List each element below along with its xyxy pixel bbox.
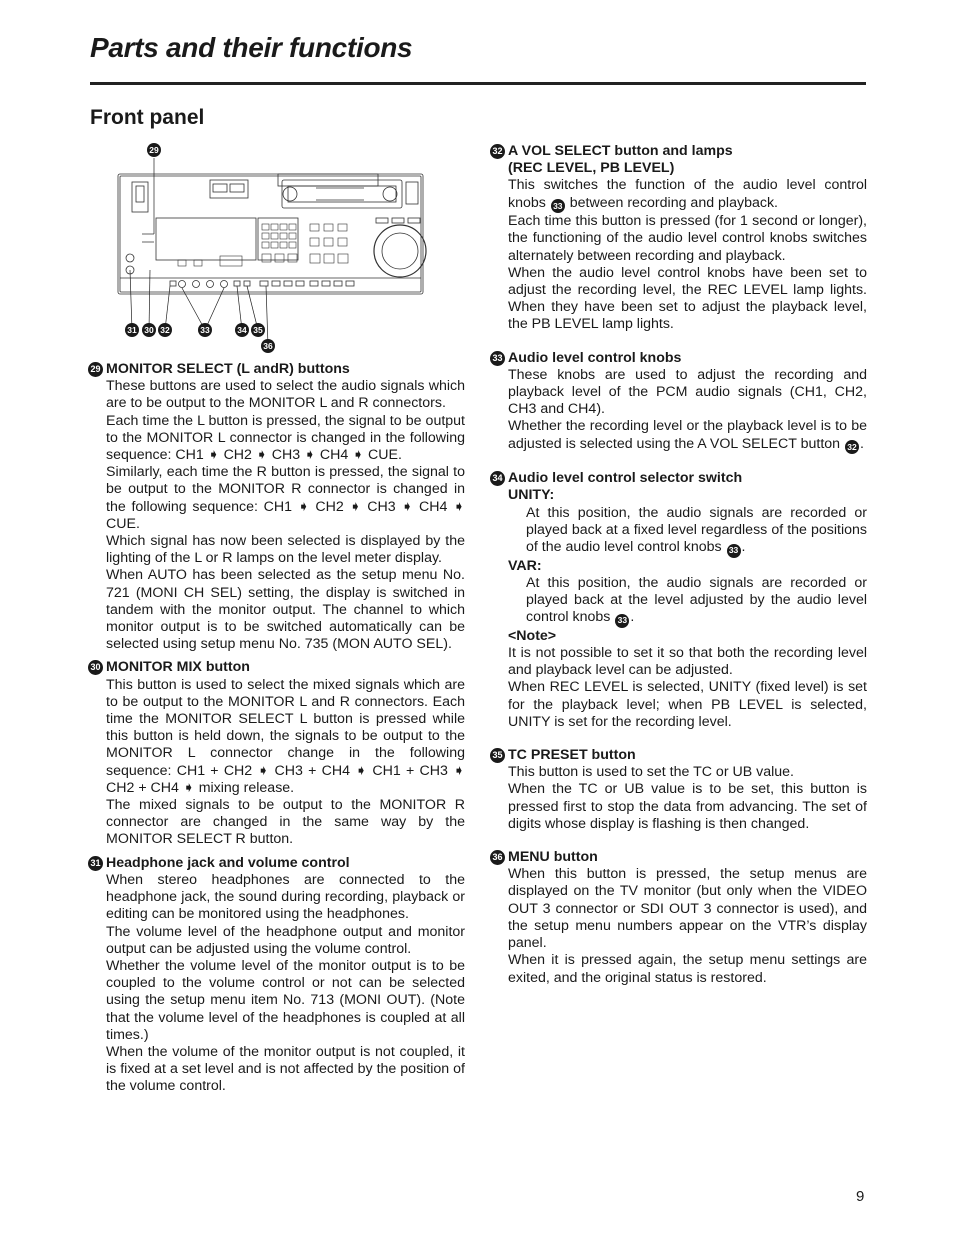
text-run: .: [859, 435, 864, 452]
item-title-line2: (REC LEVEL, PB LEVEL): [508, 160, 675, 177]
item-title: Audio level control selector switch: [508, 470, 743, 487]
item-paragraph: This button is used to set the TC or UB value.: [508, 764, 794, 781]
item-monitor-mix: [88, 659, 465, 848]
item-title: MONITOR MIX button: [106, 659, 250, 676]
display-panel: [156, 218, 256, 260]
item-number: 34: [490, 471, 505, 486]
unity-description: [508, 505, 867, 558]
item-paragraph: Whether the volume level of the monitor output is to be coupled to the volume control or not can be selected using the setup menu item No. 713 (MONI OUT). (Note that the volume level of the headphones is coupled at all times.): [106, 957, 465, 1043]
item-title: MENU button: [508, 849, 598, 866]
item-number: 36: [490, 850, 505, 865]
item-paragraph: The volume level of the headphone output and monitor output can be adjusted using the volume control.: [106, 923, 465, 957]
page-title: Parts and their functions: [90, 32, 413, 63]
item-heading: [490, 747, 867, 764]
item-heading: [88, 855, 465, 872]
headphone-jack: [126, 254, 134, 262]
callout-31-label: 31: [127, 325, 137, 335]
note-label: <Note>: [508, 627, 557, 644]
front-panel-diagram: [110, 138, 440, 358]
note-paragraph: When REC LEVEL is selected, UNITY (fixed level) is set for the playback level; when PB LEVEL is selected, UNITY is set for the recording level.: [508, 679, 867, 730]
item-heading: [88, 659, 465, 676]
item-headphone-jack: [88, 855, 465, 1096]
text-run: .: [741, 539, 746, 556]
item-tc-preset: [490, 747, 867, 833]
callout-34: [235, 323, 249, 337]
text-run: At this position, the audio signals are recorded or played back at the level adjusted by the audio level control knobs: [526, 574, 867, 626]
var-description: [508, 575, 867, 628]
callout-33-label: 33: [200, 325, 210, 335]
item-paragraph: When the volume of the monitor output is not coupled, it is fixed at a set level and is not affected by the position of the volume control.: [106, 1043, 465, 1095]
item-number: 32: [490, 144, 505, 159]
item-paragraph: Similarly, each time the R button is pressed, the signal to be output to the MONITOR R connector is changed in the following sequence: CH1 ➧ CH2 ➧ CH3 ➧ CH4 ➧ CUE.: [106, 464, 465, 532]
text-run: This switches the function of the audio level control knobs: [508, 177, 867, 211]
item-paragraph: When the audio level control knobs have been set to adjust the recording level, the REC LEVEL lamp lights. When they have been set to adjust the playback level, the PB LEVEL lamp lights.: [508, 264, 867, 333]
right-column: [490, 143, 867, 1003]
callout-36: [261, 339, 275, 353]
callout-30-label: 30: [144, 325, 154, 335]
text-run: At this position, the audio signals are recorded or played back at a fixed level regardless of the positions of the audio level control knobs: [526, 504, 867, 556]
ref-badge: 32: [845, 440, 859, 454]
note-paragraph: It is not possible to set it so that both the recording level and playback level can be adjusted.: [508, 645, 867, 679]
unity-label: UNITY:: [508, 487, 555, 504]
item-heading: [490, 849, 867, 866]
item-a-vol-select: [490, 143, 867, 334]
item-paragraph: When stereo headphones are connected to the headphone jack, the sound during recording, playback or editing can be monitored using the headphones.: [106, 871, 465, 923]
callout-31: [125, 323, 139, 337]
ref-badge: 33: [551, 199, 565, 213]
ref-badge: 33: [727, 544, 741, 558]
callout-30: [142, 323, 156, 337]
item-paragraph: Each time this button is pressed (for 1 second or longer), the functioning of the audio level control knobs switches alternately between recording and playback.: [508, 213, 867, 264]
cassette-slot: [282, 180, 402, 208]
item-title: Audio level control knobs: [508, 349, 682, 366]
item-number: 29: [88, 362, 103, 377]
item-heading: [490, 350, 867, 367]
item-paragraph: [508, 418, 867, 454]
item-title: MONITOR SELECT (L andR) buttons: [106, 361, 350, 377]
item-title: A VOL SELECT button and lamps: [508, 143, 733, 159]
item-number: 35: [490, 748, 505, 763]
left-column: [88, 361, 465, 1102]
vtr-body: [118, 174, 423, 294]
item-number: 31: [88, 856, 103, 871]
item-paragraph: These buttons are used to select the audio signals which are to be output to the MONITOR L and R connectors.: [106, 378, 465, 412]
item-monitor-select: [88, 361, 465, 653]
item-title: Headphone jack and volume control: [106, 854, 350, 871]
title-rule: [90, 82, 866, 85]
item-menu-button: [490, 849, 867, 987]
item-paragraph: When AUTO has been selected as the setup menu No. 721 (MONI CH SEL) setting, the display is switched in tandem with the monitor output. The channel to which monitor output is to be switched automatically can be selected using setup menu No. 735 (MON AUTO SEL).: [106, 567, 465, 653]
item-number: 33: [490, 351, 505, 366]
item-level-selector-switch: [490, 470, 867, 731]
item-heading: [490, 143, 867, 177]
var-label: VAR:: [508, 557, 542, 574]
item-heading: [88, 361, 465, 378]
callout-29-label: 29: [149, 145, 159, 155]
item-paragraph: When it is pressed again, the setup menu settings are exited, and the original status is restored.: [508, 952, 867, 986]
callout-33: [198, 323, 212, 337]
callout-35: [251, 323, 265, 337]
page-number: 9: [856, 1188, 865, 1205]
callout-36-label: 36: [263, 341, 273, 351]
item-paragraph: The mixed signals to be output to the MONITOR R connector are changed in the same way by the MONITOR SELECT R button.: [106, 797, 465, 848]
text-run: .: [630, 609, 635, 626]
item-paragraph: Which signal has now been selected is displayed by the lighting of the L or R lamps on the level meter display.: [106, 533, 465, 567]
item-paragraph: When the TC or UB value is to be set, this button is pressed first to stop the data from advancing. The set of digits whose display is flashing is then changed.: [508, 781, 867, 832]
callout-34-label: 34: [237, 325, 247, 335]
section-heading: Front panel: [90, 106, 205, 129]
text-run: between recording and playback.: [565, 194, 778, 211]
callout-32: [158, 323, 172, 337]
callout-35-label: 35: [253, 325, 263, 335]
item-paragraph: When this button is pressed, the setup menus are displayed on the TV monitor (but only when the VIDEO OUT 3 connector or SDI OUT 3 connector is used), and the setup menu numbers appear on the VTR’s display panel.: [508, 866, 867, 952]
item-paragraph: Each time the L button is pressed, the signal to be output to the MONITOR L connector is changed in the following sequence: CH1 ➧ CH2 ➧ CH3 ➧ CH4 ➧ CUE.: [106, 412, 465, 464]
item-paragraph: [508, 177, 867, 213]
item-number: 30: [88, 660, 103, 675]
callout-29: [147, 143, 161, 157]
text-run: Whether the recording level or the playback level is to be adjusted is selected using the A VOL SELECT button: [508, 418, 867, 452]
item-paragraph: These knobs are used to adjust the recording and playback level of the PCM audio signals (CH1, CH2, CH3 and CH4).: [508, 366, 867, 418]
item-audio-level-knobs: [490, 350, 867, 455]
item-paragraph: This button is used to select the mixed signals which are to be output to the MONITOR L and R connectors. Each time the MONITOR SELECT L button is pressed while this button is held down, the signals to be output to the MONITOR L connector change in the following sequence: CH1 + CH2 ➧ CH3 + CH4 ➧ CH1 + CH3 ➧ CH2 + CH4 ➧ mixing release.: [106, 676, 465, 796]
item-title: TC PRESET button: [508, 747, 636, 764]
ref-badge: 33: [615, 614, 629, 628]
item-heading: [490, 470, 867, 487]
callout-32-label: 32: [160, 325, 170, 335]
